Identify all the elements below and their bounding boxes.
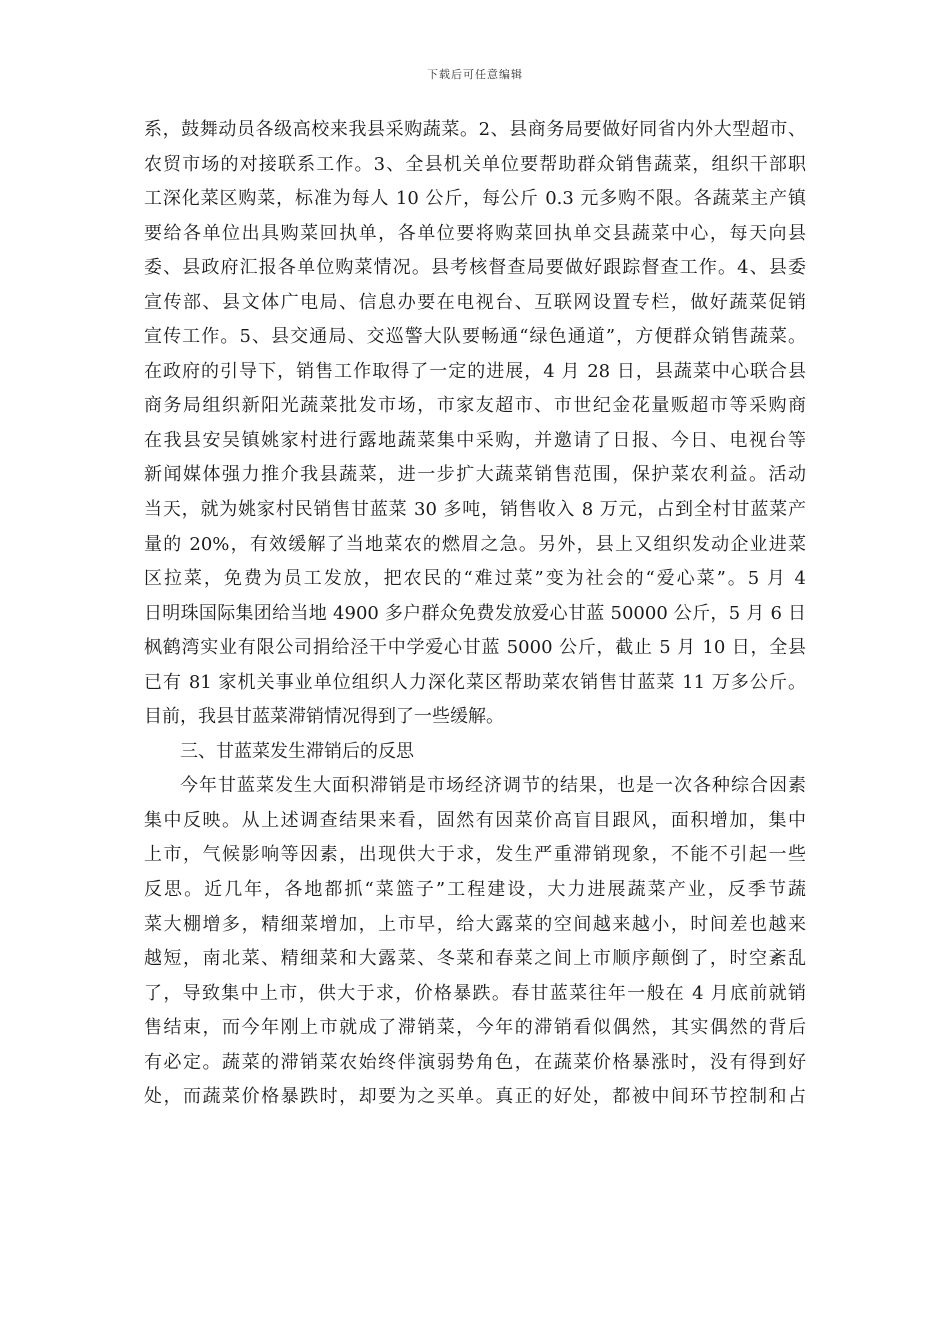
text-line: 今年甘蓝菜发生大面积滞销是市场经济调节的结果，也是一次各种综合因素 <box>180 775 806 797</box>
text-line: 处，而蔬菜价格暴跌时，却要为之买单。真正的好处，都被中间环节控制和占 <box>144 1086 806 1108</box>
page-header: 下载后可任意编辑 <box>427 68 523 81</box>
text-line: 了，导致集中上市，供大于求，价格暴跌。春甘蓝菜往年一般在 4 月底前就销 <box>144 982 806 1004</box>
section-heading <box>144 735 806 770</box>
text-line: 要给各单位出具购菜回执单，各单位要将购菜回执单交县蔬菜中心，每天向县 <box>144 222 806 244</box>
text-line: 区拉菜，免费为员工发放，把农民的“难过菜”变为社会的“爱心菜”。5 月 4 <box>144 568 806 590</box>
paragraph-reflection <box>144 769 806 1114</box>
text-line: 新闻媒体强力推介我县蔬菜，进一步扩大蔬菜销售范围，保护菜农利益。活动 <box>144 464 806 486</box>
text-line: 宣传部、县文体广电局、信息办要在电视台、互联网设置专栏，做好蔬菜促销 <box>144 291 806 313</box>
text-line: 工深化菜区购菜，标准为每人 10 公斤，每公斤 0.3 元多购不限。各蔬菜主产镇 <box>144 188 806 210</box>
text-line: 已有 81 家机关事业单位组织人力深化菜区帮助菜农销售甘蓝菜 11 万多公斤。 <box>144 671 806 693</box>
text-line: 售结束，而今年刚上市就成了滞销菜，今年的滞销看似偶然，其实偶然的背后 <box>144 1017 806 1039</box>
text-line: 在我县安吴镇姚家村进行露地蔬菜集中采购，并邀请了日报、今日、电视台等 <box>144 429 806 451</box>
text-line: 越短，南北菜、精细菜和大露菜、冬菜和春菜之间上市顺序颠倒了，时空紊乱 <box>144 948 806 970</box>
text-line: 有必定。蔬菜的滞销菜农始终伴演弱势角色，在蔬菜价格暴涨时，没有得到好 <box>144 1051 806 1073</box>
text-line: 枫鹤湾实业有限公司捐给泾干中学爱心甘蓝 5000 公斤，截止 5 月 10 日，全县 <box>144 637 806 659</box>
paragraph-continuation <box>144 113 806 735</box>
text-line: 目前，我县甘蓝菜滞销情况得到了一些缓解。 <box>144 706 504 728</box>
text-line: 在政府的引导下，销售工作取得了一定的进展，4 月 28 日，县蔬菜中心联合县 <box>144 360 806 382</box>
text-line: 菜大棚增多，精细菜增加，上市早，给大露菜的空间越来越小，时间差也越来 <box>144 913 806 935</box>
text-line: 商务局组织新阳光蔬菜批发市场，市家友超市、市世纪金花量贩超市等采购商 <box>144 395 806 417</box>
text-line: 系，鼓舞动员各级高校来我县采购蔬菜。2、县商务局要做好同省内外大型超市、 <box>144 119 806 140</box>
section-heading-text: 三、甘蓝菜发生滞销后的反思 <box>180 740 414 762</box>
text-line: 上市，气候影响等因素，出现供大于求，发生严重滞销现象，不能不引起一些 <box>144 844 806 866</box>
text-line: 当天，就为姚家村民销售甘蓝菜 30 多吨，销售收入 8 万元，占到全村甘蓝菜产 <box>144 499 806 521</box>
text-line: 日明珠国际集团给当地 4900 多户群众免费发放爱心甘蓝 50000 公斤，5 月 6 日 <box>144 602 806 624</box>
text-line: 反思。近几年，各地都抓“菜篮子”工程建设，大力进展蔬菜产业，反季节蔬 <box>144 879 806 901</box>
document-body <box>144 113 806 1115</box>
text-line: 集中反映。从上述调查结果来看，固然有因菜价高盲目跟风，面积增加，集中 <box>144 809 806 831</box>
text-line: 委、县政府汇报各单位购菜情况。县考核督查局要做好跟踪督查工作。4、县委 <box>144 257 806 279</box>
text-line: 量的 20%，有效缓解了当地菜农的燃眉之急。另外，县上又组织发动企业进菜 <box>144 533 806 555</box>
text-line: 农贸市场的对接联系工作。3、全县机关单位要帮助群众销售蔬菜，组织干部职 <box>144 153 806 175</box>
text-line: 宣传工作。5、县交通局、交巡警大队要畅通“绿色通道”，方便群众销售蔬菜。 <box>144 326 806 348</box>
